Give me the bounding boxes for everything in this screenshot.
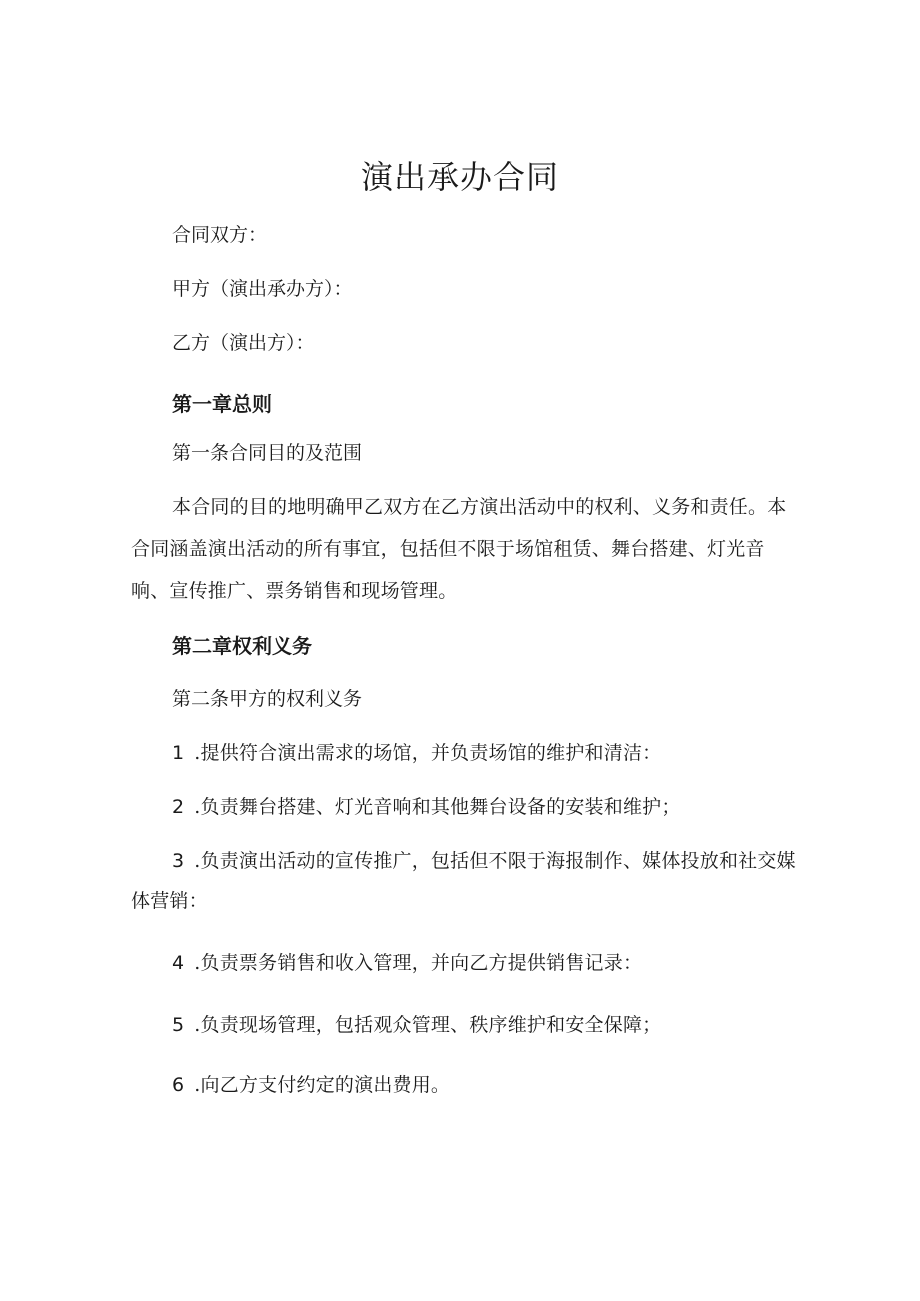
list-item-number: 4 xyxy=(172,952,185,974)
list-item-number: 6 xyxy=(172,1074,185,1096)
list-item-text: .负责票务销售和收入管理，并向乙方提供销售记录： xyxy=(194,952,643,974)
chapter2-heading: 第二章权利义务 xyxy=(172,634,312,658)
chapter1-heading: 第一章总则 xyxy=(172,392,272,416)
parties-label: 合同双方： xyxy=(172,224,268,246)
article1-title: 第一条合同目的及范围 xyxy=(172,442,363,464)
list-item xyxy=(172,846,796,873)
article2-title: 第二条甲方的权利义务 xyxy=(172,688,363,710)
list-item xyxy=(172,738,661,765)
list-item xyxy=(172,948,642,975)
list-item-number: 5 xyxy=(172,1014,185,1036)
document-title: 演出承办合同 xyxy=(360,158,559,196)
list-item xyxy=(172,1010,661,1037)
list-item-text: .提供符合演出需求的场馆，并负责场馆的维护和清洁： xyxy=(194,742,662,764)
list-item-number: 1 xyxy=(172,742,185,764)
list-item-text: .负责演出活动的宣传推广，包括但不限于海报制作、媒体投放和社交媒 xyxy=(194,850,796,872)
paragraph-line-3: 响、宣传推广、票务销售和现场管理。 xyxy=(131,580,458,602)
paragraph-line-2: 合同涵盖演出活动的所有事宜，包括但不限于场馆租赁、舞台搭建、灯光音 xyxy=(131,538,765,560)
party-b-line: 乙方（演出方）： xyxy=(172,332,315,354)
list-item-number: 2 xyxy=(172,796,185,818)
paragraph-line-1: 本合同的目的地明确甲乙双方在乙方演出活动中的权利、义务和责任。本 xyxy=(172,496,787,518)
list-item xyxy=(172,792,681,819)
list-item-continuation: 体营销： xyxy=(131,890,208,912)
list-item-text: .负责舞台搭建、灯光音响和其他舞台设备的安装和维护； xyxy=(194,796,681,818)
party-a-line: 甲方（演出承办方）： xyxy=(172,278,353,300)
list-item-text: .负责现场管理，包括观众管理、秩序维护和安全保障； xyxy=(194,1014,662,1036)
list-item xyxy=(172,1070,450,1097)
list-item-text: .向乙方支付约定的演出费用。 xyxy=(194,1074,451,1096)
list-item-number: 3 xyxy=(172,850,185,872)
